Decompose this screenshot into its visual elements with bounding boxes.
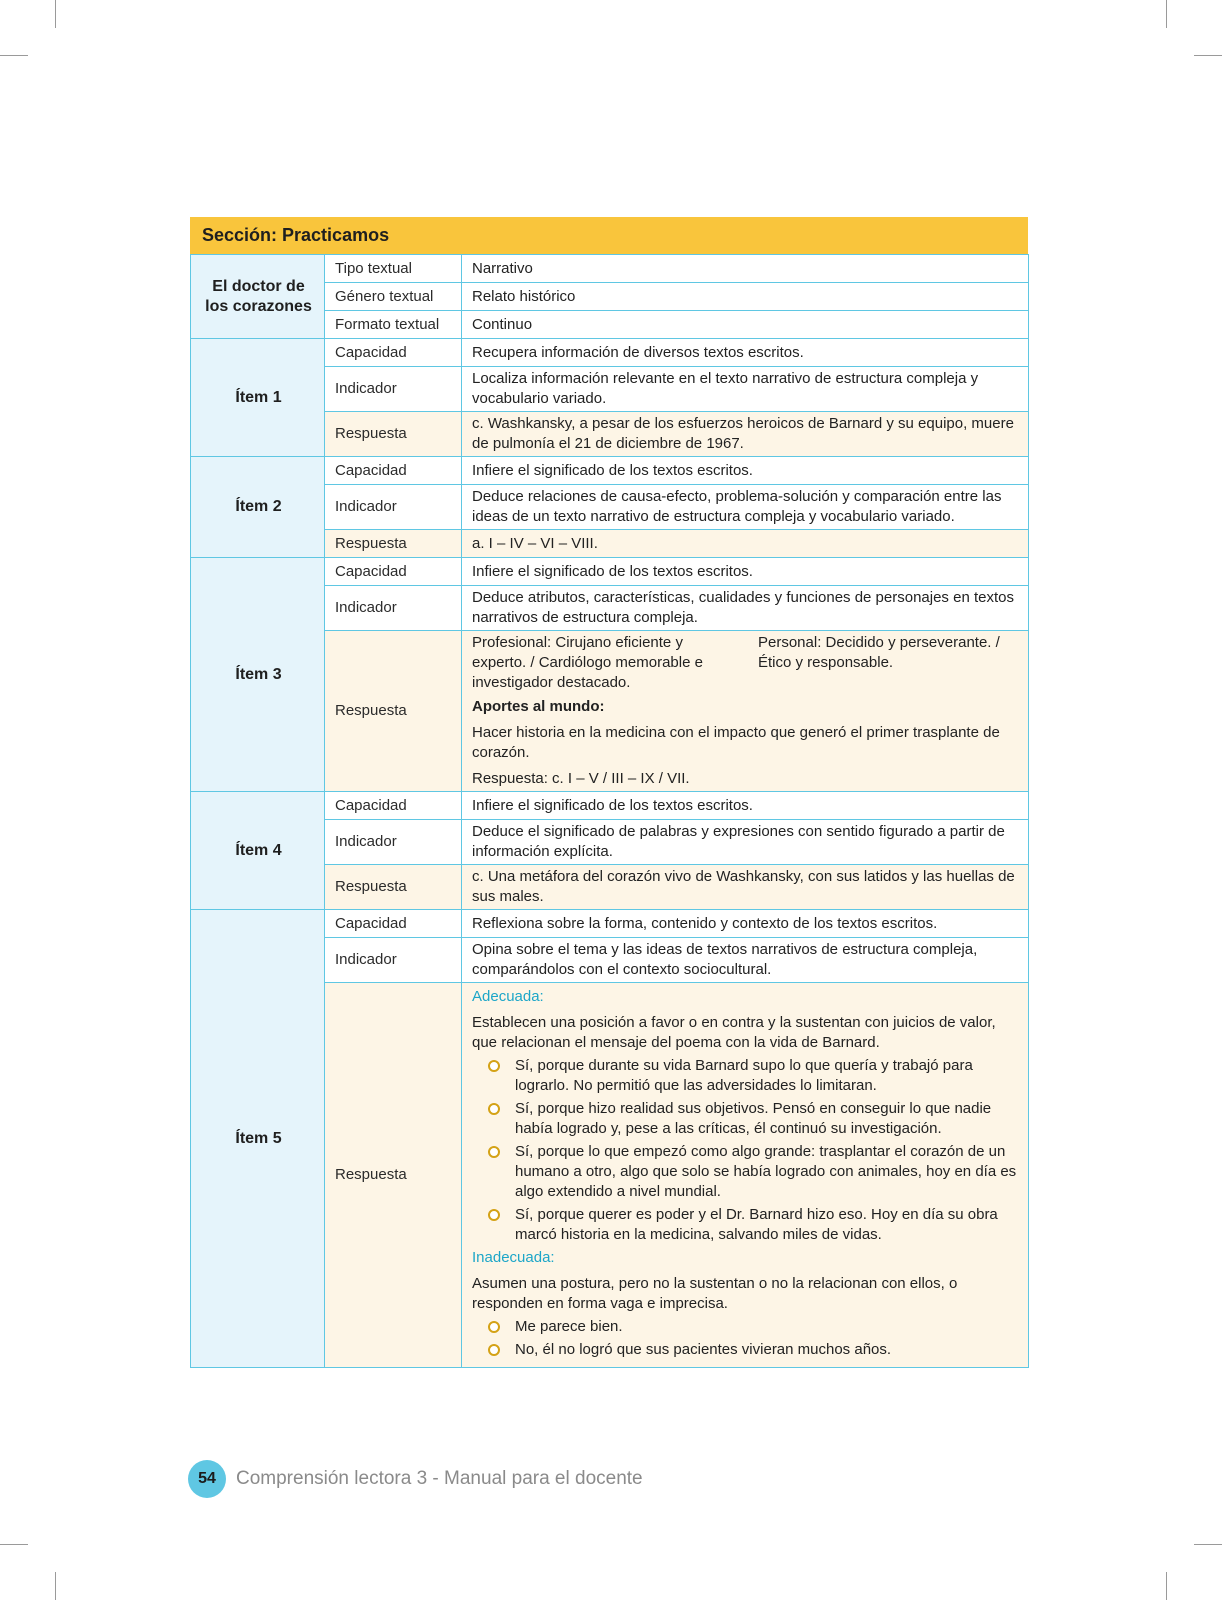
respuesta-label: Respuesta (325, 530, 462, 558)
item-title: Ítem 1 (191, 339, 325, 457)
list-item-text: Sí, porque querer es poder y el Dr. Barnard hizo eso. Hoy en día su obra marcó historia en la medicina, salvando miles de vidas. (515, 1206, 998, 1243)
page-footer (188, 1460, 643, 1498)
respuesta-label: Respuesta (325, 412, 462, 457)
crop-mark (1166, 1572, 1167, 1600)
table-row (191, 792, 1029, 820)
list-item (472, 1340, 1020, 1360)
list-item (472, 1205, 1020, 1245)
page-number-badge (188, 1460, 226, 1498)
indicador-value: Localiza información relevante en el texto narrativo de estructura compleja y vocabulario variado. (462, 367, 1029, 412)
list-item (472, 1056, 1020, 1096)
evaluation-table (190, 254, 1029, 1368)
row-key: Formato textual (325, 311, 462, 339)
indicador-value: Deduce relaciones de causa-efecto, problema-solución y comparación entre las ideas de un texto narrativo de estructura compleja y vocabulario variado. (462, 485, 1029, 530)
crop-mark (1166, 0, 1167, 28)
adecuada-title: Adecuada: (472, 988, 544, 1005)
book-title: Comprensión lectora 3 - Manual para el docente (236, 1468, 643, 1489)
crop-mark (55, 1572, 56, 1600)
row-value: Continuo (462, 311, 1029, 339)
indicador-label: Indicador (325, 820, 462, 865)
text-title: El doctor de los corazones (205, 277, 312, 315)
table-row (191, 255, 1029, 283)
crop-mark (1194, 55, 1222, 56)
bullet-icon (488, 1209, 500, 1221)
crop-mark (0, 1544, 28, 1545)
indicador-value: Deduce atributos, características, cualidades y funciones de personajes en textos narrativos de estructura compleja. (462, 586, 1029, 631)
respuesta-value: a. I – IV – VI – VIII. (462, 530, 1029, 558)
crop-mark (0, 55, 28, 56)
adecuada-list (472, 1056, 1020, 1245)
adecuada-text: Establecen una posición a favor o en contra y la sustentan con juicios de valor, que relacionan el mensaje del poema con la vida de Barnard. (472, 1014, 996, 1051)
answer-columns (472, 633, 1020, 693)
respuesta-value (462, 631, 1029, 792)
indicador-label: Indicador (325, 586, 462, 631)
list-item (472, 1099, 1020, 1139)
indicador-value: Opina sobre el tema y las ideas de textos narrativos de estructura compleja, comparándolos con el contexto sociocultural. (462, 938, 1029, 983)
profesional-text: Profesional: Cirujano eficiente y experto. / Cardiólogo memorable e investigador destacado. (472, 634, 703, 691)
respuesta-label: Respuesta (325, 983, 462, 1368)
list-item (472, 1317, 1020, 1337)
respuesta-value (462, 983, 1029, 1368)
inadecuada-title: Inadecuada: (472, 1249, 555, 1266)
evaluation-table-sheet (190, 217, 1028, 1368)
bullet-icon (488, 1060, 500, 1072)
item-title: Ítem 3 (191, 558, 325, 792)
capacidad-label: Capacidad (325, 910, 462, 938)
respuesta-value: c. Washkansky, a pesar de los esfuerzos heroicos de Barnard y su equipo, muere de pulmonía el 21 de diciembre de 1967. (462, 412, 1029, 457)
item-title: Ítem 4 (191, 792, 325, 910)
list-item-text: No, él no logró que sus pacientes vivieran muchos años. (515, 1341, 892, 1358)
item-title: Ítem 5 (191, 910, 325, 1368)
respuesta-value: c. Una metáfora del corazón vivo de Washkansky, con sus latidos y las huellas de sus males. (462, 865, 1029, 910)
capacidad-label: Capacidad (325, 558, 462, 586)
bullet-icon (488, 1344, 500, 1356)
respuesta-label: Respuesta (325, 631, 462, 792)
indicador-label: Indicador (325, 938, 462, 983)
final-answer: Respuesta: c. I – V / III – IX / VII. (472, 770, 690, 787)
capacidad-value: Recupera información de diversos textos escritos. (462, 339, 1029, 367)
capacidad-value: Infiere el significado de los textos escritos. (462, 558, 1029, 586)
capacidad-label: Capacidad (325, 792, 462, 820)
table-row (191, 910, 1029, 938)
capacidad-label: Capacidad (325, 339, 462, 367)
capacidad-label: Capacidad (325, 457, 462, 485)
row-value: Relato histórico (462, 283, 1029, 311)
crop-mark (55, 0, 56, 28)
table-row (191, 457, 1029, 485)
personal-text: Personal: Decidido y perseverante. / Ético y responsable. (758, 634, 1000, 671)
table-row (191, 558, 1029, 586)
bullet-icon (488, 1146, 500, 1158)
row-value: Narrativo (462, 255, 1029, 283)
list-item-text: Sí, porque hizo realidad sus objetivos. Pensó en conseguir lo que nadie había logrado y, pese a las críticas, él continuó su investigación. (515, 1100, 992, 1137)
indicador-value: Deduce el significado de palabras y expresiones con sentido figurado a partir de información explícita. (462, 820, 1029, 865)
inadecuada-list (472, 1317, 1020, 1360)
capacidad-value: Infiere el significado de los textos escritos. (462, 457, 1029, 485)
section-title: Sección: Practicamos (202, 225, 390, 245)
list-item (472, 1142, 1020, 1202)
indicador-label: Indicador (325, 485, 462, 530)
respuesta-label: Respuesta (325, 865, 462, 910)
list-item-text: Sí, porque lo que empezó como algo grande: trasplantar el corazón de un humano a otro, algo que solo se había logrado con animales, hoy en día es algo extendido a nivel mundial. (515, 1143, 1017, 1200)
inadecuada-text: Asumen una postura, pero no la sustentan o no la relacionan con ellos, o responden en forma vaga e imprecisa. (472, 1275, 958, 1312)
aportes-title: Aportes al mundo: (472, 698, 605, 715)
table-row (191, 339, 1029, 367)
aportes-text: Hacer historia en la medicina con el impacto que generó el primer trasplante de corazón. (472, 724, 1000, 761)
section-header (190, 217, 1028, 254)
list-item-text: Sí, porque durante su vida Barnard supo lo que quería y trabajó para lograrlo. No permitió que las adversidades lo limitaran. (515, 1057, 973, 1094)
bullet-icon (488, 1103, 500, 1115)
capacidad-value: Reflexiona sobre la forma, contenido y contexto de los textos escritos. (462, 910, 1029, 938)
page-number: 54 (198, 1470, 216, 1487)
list-item-text: Me parece bien. (515, 1318, 623, 1335)
row-key: Género textual (325, 283, 462, 311)
bullet-icon (488, 1321, 500, 1333)
indicador-label: Indicador (325, 367, 462, 412)
text-title-cell (191, 255, 325, 339)
capacidad-value: Infiere el significado de los textos escritos. (462, 792, 1029, 820)
row-key: Tipo textual (325, 255, 462, 283)
item-title: Ítem 2 (191, 457, 325, 558)
crop-mark (1194, 1544, 1222, 1545)
